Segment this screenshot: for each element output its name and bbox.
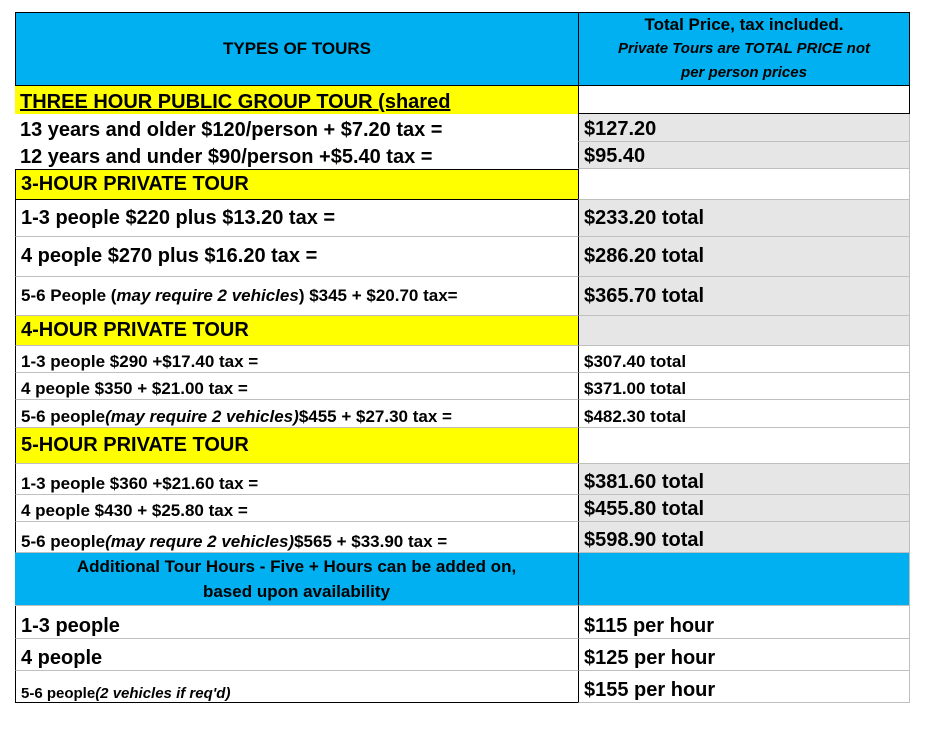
- row-price: [578, 522, 910, 553]
- row-price: [578, 606, 910, 639]
- row-price: [578, 495, 910, 522]
- table-row: [15, 200, 910, 237]
- section-title: [15, 428, 578, 464]
- section-price-blank: [578, 169, 910, 200]
- row-price: [578, 200, 910, 237]
- row-desc-text: 5-6 people: [21, 685, 96, 702]
- row-price-text: $307.40 total: [584, 352, 687, 371]
- row-desc: [15, 237, 578, 277]
- row-desc-text: 5-6 People (: [21, 286, 117, 305]
- row-desc: [15, 639, 578, 671]
- section-4-hour: [15, 316, 910, 346]
- table-row: [15, 464, 910, 495]
- section-price-blank: [578, 553, 910, 606]
- row-desc: [15, 373, 578, 400]
- row-price-text: $371.00 total: [584, 379, 687, 398]
- row-desc-text: 1-3 people $220 plus $13.20 tax =: [21, 206, 336, 229]
- row-price-text: $115 per hour: [584, 615, 715, 637]
- row-price-text: $286.20 total: [584, 245, 705, 267]
- section-title: [15, 169, 578, 200]
- row-desc-text: 4 people $270 plus $16.20 tax =: [21, 245, 318, 267]
- section-title-text: 5-HOUR PRIVATE TOUR: [21, 434, 249, 456]
- row-desc: [15, 464, 578, 495]
- table-row: [15, 142, 910, 169]
- row-desc-text: 1-3 people $290 +$17.40 tax =: [21, 352, 259, 371]
- row-price-text: $455.80 total: [584, 498, 705, 520]
- row-desc-text: 1-3 people $360 +$21.60 tax =: [21, 474, 259, 493]
- row-price: [578, 639, 910, 671]
- section-title: [15, 86, 578, 114]
- price-header-title: Total Price, tax included.: [644, 15, 844, 34]
- section-title-text: 4-HOUR PRIVATE TOUR: [21, 319, 249, 341]
- row-desc-text-2: $455 + $27.30 tax =: [298, 407, 452, 426]
- row-desc: [15, 346, 578, 373]
- row-price-text: $155 per hour: [584, 679, 716, 701]
- section-price-blank: [578, 428, 910, 464]
- row-desc-text: 4 people $430 + $25.80 tax =: [21, 501, 248, 520]
- row-price: [578, 373, 910, 400]
- types-header-text: TYPES OF TOURS: [223, 39, 371, 58]
- row-desc-text-2: ) $345 + $20.70 tax=: [298, 286, 458, 305]
- section-additional-hours: [15, 553, 910, 606]
- row-price-text: $381.60 total: [584, 471, 705, 493]
- row-desc-text: 4 people $350 + $21.00 tax =: [21, 379, 248, 398]
- row-desc-italic: (2 vehicles if req'd): [95, 685, 231, 702]
- section-price-blank: [578, 316, 910, 346]
- table-header: [15, 12, 910, 86]
- row-desc: [15, 495, 578, 522]
- row-desc: [15, 522, 578, 553]
- row-desc-text: 12 years and under $90/person +$5.40 tax =: [20, 146, 433, 168]
- row-desc-text: 5-6 people: [21, 532, 106, 551]
- row-desc-text-2: $565 + $33.90 tax =: [294, 532, 448, 551]
- section-title-text: THREE HOUR PUBLIC GROUP TOUR (shared: [20, 91, 451, 113]
- table-row: [15, 114, 910, 142]
- section-5-hour: [15, 428, 910, 464]
- section-price-blank: [578, 86, 910, 114]
- table-row: [15, 522, 910, 553]
- table-row: [15, 671, 910, 703]
- row-price: [578, 671, 910, 703]
- row-price: [578, 142, 910, 169]
- row-desc: [15, 277, 578, 316]
- row-desc: [15, 142, 578, 169]
- row-desc-italic: (may requre 2 vehicles): [105, 532, 295, 551]
- price-header-note-1: Private Tours are TOTAL PRICE not: [618, 40, 870, 57]
- section-public-group: [15, 86, 910, 114]
- table-row: [15, 346, 910, 373]
- additional-title-1: Additional Tour Hours - Five + Hours can be added on,: [76, 557, 517, 576]
- types-of-tours-header: [15, 12, 578, 86]
- pricing-table: [15, 12, 910, 703]
- section-title: [15, 553, 578, 606]
- row-price-text: $125 per hour: [584, 647, 716, 669]
- row-price-text: $598.90 total: [584, 529, 705, 551]
- table-row: [15, 373, 910, 400]
- section-title-text: 3-HOUR PRIVATE TOUR: [21, 173, 249, 195]
- row-price: [578, 237, 910, 277]
- section-title: [15, 316, 578, 346]
- table-row: [15, 400, 910, 428]
- additional-title-2: based upon availability: [202, 582, 391, 601]
- row-desc-italic: may require 2 vehicles: [116, 286, 299, 305]
- row-desc: [15, 400, 578, 428]
- total-price-header: [578, 12, 910, 86]
- table-row: [15, 606, 910, 639]
- row-desc: [15, 671, 578, 703]
- row-desc: [15, 114, 578, 142]
- row-price: [578, 400, 910, 428]
- table-row: [15, 639, 910, 671]
- row-desc-text: 4 people: [21, 647, 103, 669]
- table-row: [15, 495, 910, 522]
- row-price-text: $365.70 total: [584, 284, 705, 307]
- row-price-text: $482.30 total: [584, 407, 687, 426]
- row-desc-text: 5-6 people: [21, 407, 106, 426]
- row-desc-text: 13 years and older $120/person + $7.20 tax =: [20, 119, 443, 141]
- table-row: [15, 237, 910, 277]
- row-price: [578, 346, 910, 373]
- price-header-note-2: per person prices: [681, 64, 807, 81]
- row-price: [578, 464, 910, 495]
- row-price: [578, 114, 910, 142]
- row-desc-italic: (may require 2 vehicles): [105, 407, 299, 426]
- row-price-text: $233.20 total: [584, 206, 705, 229]
- row-price-text: $95.40: [584, 145, 646, 167]
- section-3-hour: [15, 169, 910, 200]
- table-row: [15, 277, 910, 316]
- row-desc: [15, 606, 578, 639]
- row-desc-text: 1-3 people: [21, 615, 120, 637]
- row-price: [578, 277, 910, 316]
- row-price-text: $127.20: [584, 118, 657, 140]
- row-desc: [15, 200, 578, 237]
